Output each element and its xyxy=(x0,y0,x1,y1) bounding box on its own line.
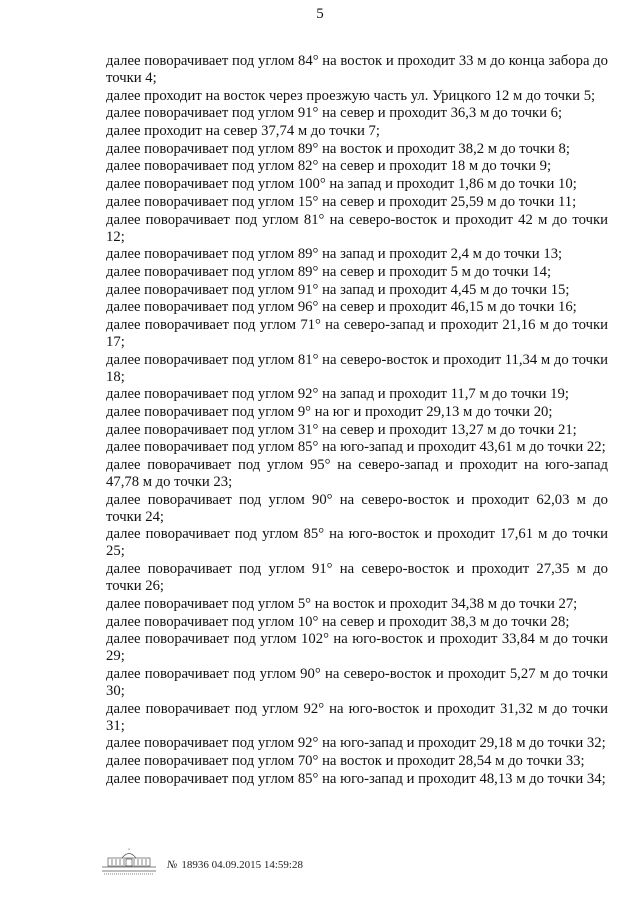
boundary-paragraph: далее поворачивает под углом 90° на северо-восток и проходит 62,03 м до точки 24; xyxy=(106,491,608,525)
boundary-paragraph: далее проходит на восток через проезжую часть ул. Урицкого 12 м до точки 5; xyxy=(106,87,596,104)
boundary-paragraph: далее поворачивает под углом 31° на север и проходит 13,27 м до точки 21; xyxy=(106,421,577,438)
document-body xyxy=(106,53,608,788)
boundary-paragraph: далее поворачивает под углом 91° на север и проходит 36,3 м до точки 6; xyxy=(106,105,563,122)
boundary-paragraph: далее поворачивает под углом 89° на север и проходит 5 м до точки 14; xyxy=(106,263,552,280)
boundary-paragraph: далее поворачивает под углом 5° на восток и проходит 34,38 м до точки 27; xyxy=(106,595,578,612)
boundary-paragraph: далее поворачивает под углом 85° на юго-запад и проходит 48,13 м до точки 34; xyxy=(106,770,606,787)
boundary-paragraph: далее поворачивает под углом 92° на юго-восток и проходит 31,32 м до точки 31; xyxy=(106,700,608,734)
boundary-paragraph: далее поворачивает под углом 85° на юго-запад и проходит 43,61 м до точки 22; xyxy=(106,439,606,456)
document-footer xyxy=(100,848,400,878)
page-number: 5 xyxy=(316,6,324,22)
boundary-paragraph: далее поворачивает под углом 96° на север и проходит 46,15 м до точки 16; xyxy=(106,299,577,316)
boundary-paragraph: далее поворачивает под углом 9° на юг и проходит 29,13 м до точки 20; xyxy=(106,404,553,420)
government-building-logo xyxy=(100,848,158,878)
boundary-paragraph: далее поворачивает под углом 92° на юго-запад и проходит 29,18 м до точки 32; xyxy=(106,735,606,752)
boundary-paragraph: далее поворачивает под углом 89° на запад и проходит 2,4 м до точки 13; xyxy=(106,246,563,263)
boundary-paragraph: далее проходит на север 37,74 м до точки 7; xyxy=(106,123,380,140)
boundary-paragraph: далее поворачивает под углом 85° на юго-восток и проходит 17,61 м до точки 25; xyxy=(106,526,608,560)
stamp-text: 18936 04.09.2015 14:59:28 xyxy=(181,859,303,871)
boundary-paragraph: далее поворачивает под углом 70° на восток и проходит 28,54 м до точки 33; xyxy=(106,752,585,769)
boundary-paragraph: далее поворачивает под углом 82° на север и проходит 18 м до точки 9; xyxy=(106,158,552,175)
boundary-paragraph: далее поворачивает под углом 91° на запад и проходит 4,45 м до точки 15; xyxy=(106,281,570,298)
boundary-paragraph: далее поворачивает под углом 81° на северо-восток и проходит 11,34 м до точки 18; xyxy=(106,351,608,385)
boundary-paragraph: далее поворачивает под углом 15° на север и проходит 25,59 м до точки 11; xyxy=(106,193,577,210)
registration-stamp xyxy=(167,859,303,871)
boundary-paragraph: далее поворачивает под углом 71° на северо-запад и проходит 21,16 м до точки 17; xyxy=(106,316,608,350)
boundary-paragraph: далее поворачивает под углом 81° на северо-восток и проходит 42 м до точки 12; xyxy=(106,211,608,245)
boundary-paragraph: далее поворачивает под углом 90° на северо-восток и проходит 5,27 м до точки 30; xyxy=(106,665,608,699)
boundary-paragraph: далее поворачивает под углом 84° на восток и проходит 33 м до конца забора до точки 4; xyxy=(106,53,608,86)
boundary-paragraph: далее поворачивает под углом 95° на северо-запад и проходит на юго-запад 47,78 м до точки 23; xyxy=(106,457,608,491)
boundary-paragraph: далее поворачивает под углом 89° на восток и проходит 38,2 м до точки 8; xyxy=(106,140,570,157)
boundary-paragraph: далее поворачивает под углом 10° на север и проходит 38,3 м до точки 28; xyxy=(106,613,570,630)
boundary-paragraph: далее поворачивает под углом 102° на юго-восток и проходит 33,84 м до точки 29; xyxy=(106,631,608,665)
boundary-paragraph: далее поворачивает под углом 92° на запад и проходит 11,7 м до точки 19; xyxy=(106,386,569,403)
boundary-paragraph: далее поворачивает под углом 91° на северо-восток и проходит 27,35 м до точки 26; xyxy=(106,561,608,595)
boundary-paragraph: далее поворачивает под углом 100° на запад и проходит 1,86 м до точки 10; xyxy=(106,176,577,193)
stamp-number-mark: № xyxy=(167,859,178,871)
